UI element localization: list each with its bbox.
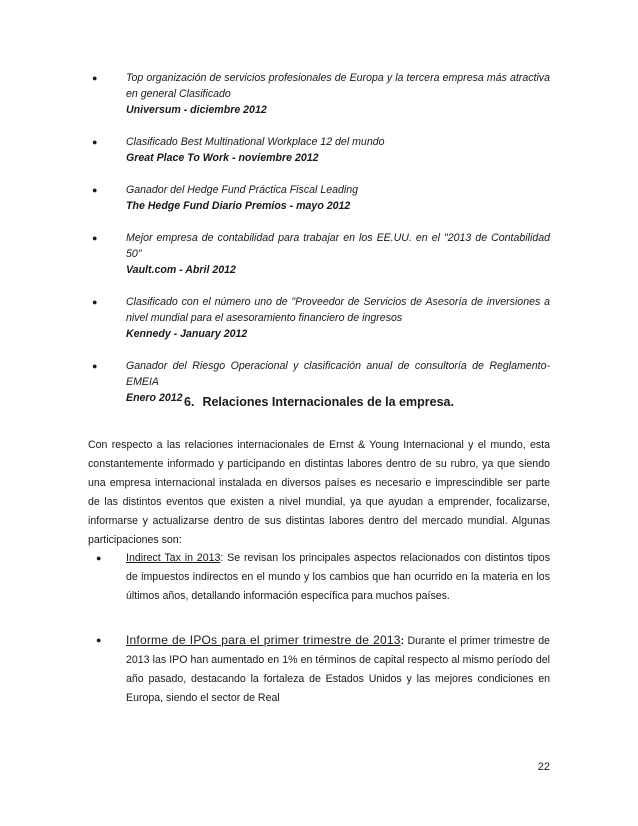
intro-paragraph: Con respecto a las relaciones internacionales de Ernst & Young Internacional y el mundo, esta constantemente informado y participando en distintas labores dentro de su rubro, ya que siendo una empresa internacional instalada en diversos países es necesario e imprescindible ser parte de las distintos eventos que existen a nivel mundial, ya que ayudan a emprender, focalizarse, informarse y actualizarse dentro de sus distintas labores dentro del mercado mundial. Algunas participaciones son:	[88, 439, 550, 546]
award-source: Great Place To Work - noviembre 2012	[126, 152, 319, 164]
participation-item	[88, 549, 550, 606]
bullet-icon: ●	[92, 297, 98, 307]
participations-list	[88, 549, 550, 708]
award-source: Enero 2012	[126, 392, 183, 404]
award-item	[88, 134, 550, 166]
bullet-icon: ●	[96, 553, 102, 563]
bullet-icon: ●	[92, 73, 98, 83]
award-description: Mejor empresa de contabilidad para trabajar en los EE.UU. en el "2013 de Contabilidad 50"	[126, 232, 550, 260]
award-source: Kennedy - January 2012	[126, 328, 248, 340]
bullet-icon: ●	[92, 361, 98, 371]
section-title-text: Relaciones Internacionales de la empresa.	[202, 395, 454, 409]
awards-list	[88, 70, 550, 422]
award-source: Vault.com - Abril 2012	[126, 264, 236, 276]
participation-title: Informe de IPOs para el primer trimestre de 2013	[126, 633, 401, 647]
participation-colon: :	[220, 552, 224, 564]
award-description: Top organización de servicios profesionales de Europa y la tercera empresa más atractiva en general Clasificado	[126, 72, 550, 100]
award-description: Clasificado Best Multinational Workplace 12 del mundo	[126, 136, 385, 148]
section-heading	[0, 394, 638, 410]
participation-text: Se revisan los principales aspectos relacionados con distintos tipos de impuestos indirectos en el mundo y los cambios que han ocurrido en la materia en los últimos años, detallando información específica para muchos países.	[126, 552, 550, 602]
award-source: The Hedge Fund Diario Premios - mayo 2012	[126, 200, 351, 212]
participation-text: Durante el primer trimestre de 2013 las IPO han aumentado en 1% en términos de capital respecto al mismo período del año pasado, destacando la fortaleza de Estados Unidos y las mejores condiciones en Europa, siendo el sector de Real	[126, 635, 550, 704]
participation-colon: :	[400, 635, 405, 647]
award-item	[88, 230, 550, 278]
award-item	[88, 182, 550, 214]
participation-title: Indirect Tax in 2013	[126, 552, 221, 564]
bullet-icon: ●	[92, 137, 98, 147]
section-number: 6.	[184, 395, 195, 409]
participation-item	[88, 631, 550, 708]
award-description: Clasificado con el número uno de "Proveedor de Servicios de Asesoría de inversiones a nivel mundial para el asesoramiento financiero de ingresos	[126, 296, 550, 324]
award-source: Universum - diciembre 2012	[126, 104, 267, 116]
award-description: Ganador del Riesgo Operacional y clasificación anual de consultoría de Reglamento-EMEIA	[126, 360, 550, 388]
page-number: 22	[537, 761, 550, 773]
award-description: Ganador del Hedge Fund Práctica Fiscal Leading	[126, 184, 359, 196]
award-item	[88, 70, 550, 118]
award-item	[88, 294, 550, 342]
bullet-icon: ●	[96, 635, 102, 645]
bullet-icon: ●	[92, 185, 98, 195]
bullet-icon: ●	[92, 233, 98, 243]
